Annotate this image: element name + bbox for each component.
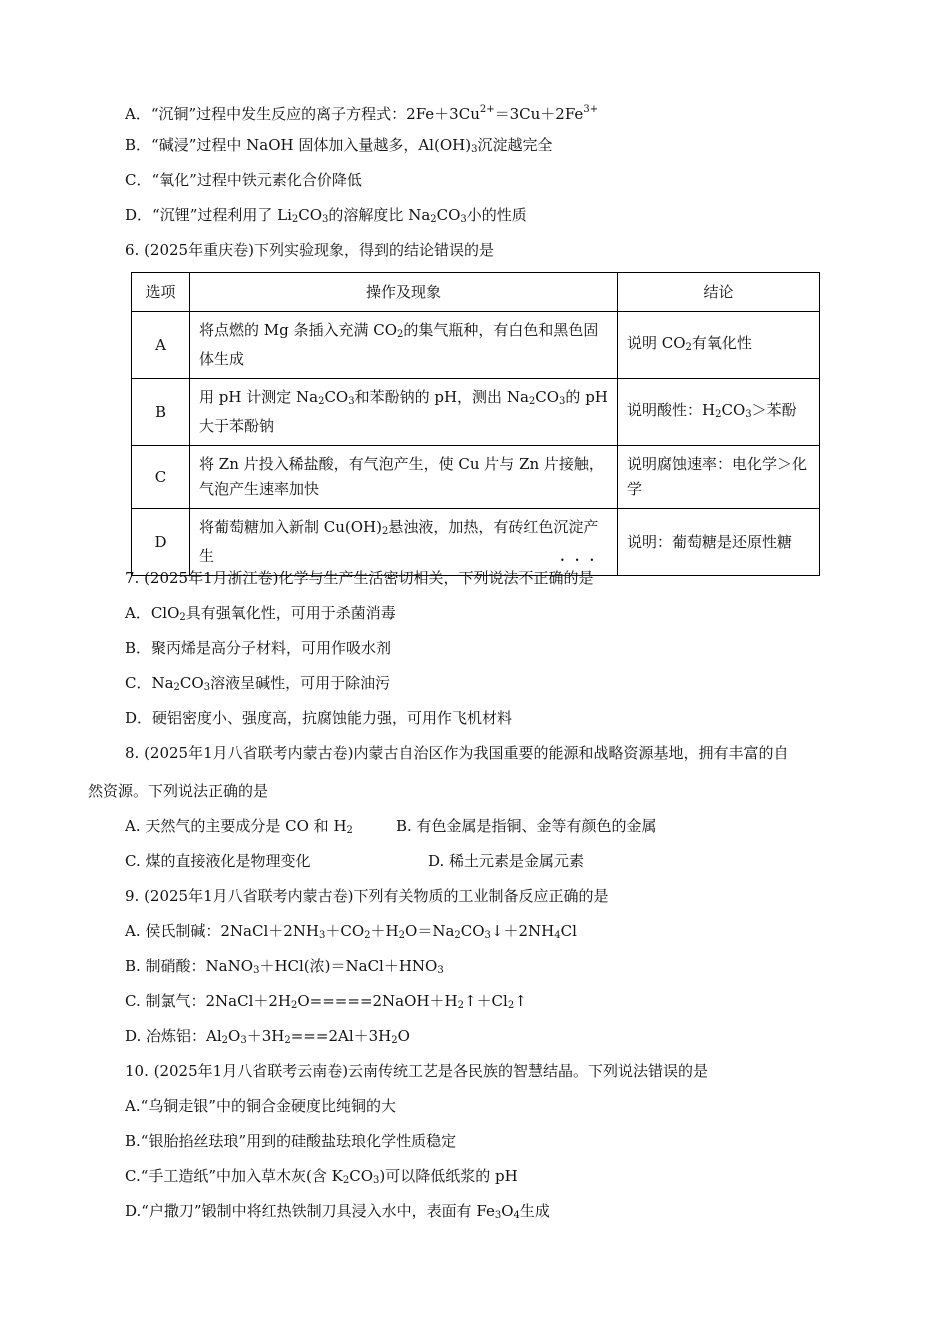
row-operation: 将葡萄糖加入新制 $Cu(OH)_2$悬浊液，加热，有砖红色沉淀产生 [190, 509, 618, 576]
q5-option-a: A．“沉铜”过程中发生反应的离子方程式：$2Fe+3Cu^{2+}=3Cu+2Fe^{3+}$ [125, 104, 599, 123]
q7-option-d: D．硬铝密度小、强度高，抗腐蚀能力强，可用作飞机材料 [125, 709, 513, 727]
q8-option-b: B. 有色金属是指铜、金等有颜色的金属 [396, 817, 657, 835]
q7-stem: 7. (2025年1月浙江卷)化学与生产生活密切相关，下列说法不正确的是 [125, 569, 594, 587]
q5-option-d: D．“沉锂”过程利用了 $Li_2CO_3$的溶解度比 $Na_2CO_3$小的性质 [125, 206, 527, 225]
q7-option-a: A．ClO$_2$具有强氧化性，可用于杀菌消毒 [125, 604, 396, 623]
header-operation: 操作及现象 [190, 273, 618, 312]
q9-option-d: D. 冶炼铝：$Al_2O_3+3H_2===2Al+3H_2O$ [125, 1027, 410, 1046]
row-conclusion: 说明酸性：$H_2CO_3>$苯酚 [618, 379, 820, 446]
row-conclusion: 说明腐蚀速率：电化学＞化学 [618, 446, 820, 509]
q8-stem-line2: 然资源。下列说法正确的是 [88, 782, 269, 800]
q10-option-b: B.“银胎掐丝珐琅”用到的硅酸盐珐琅化学性质稳定 [125, 1132, 457, 1150]
emphasis-dots: ••• [560, 556, 605, 565]
q10-option-c: C.“手工造纸”中加入草木灰(含 $K_2CO_3$)可以降低纸浆的 pH [125, 1167, 518, 1186]
row-operation: 用 pH 计测定 $Na_2CO_3$和苯酚钠的 pH，测出 $Na_2CO_3$的 pH 大于苯酚钠 [190, 379, 618, 446]
q6-stem: 6. (2025年重庆卷)下列实验现象，得到的结论错误的是 [125, 241, 494, 259]
row-conclusion: 说明：葡萄糖是还原性糖 [618, 509, 820, 576]
q9-option-b: B. 制硝酸：NaNO$_3$＋HCl(浓)$=NaCl+HNO_3$ [125, 957, 444, 976]
row-operation: 将点燃的 Mg 条插入充满 $CO_2$的集气瓶种，有白色和黑色固体生成 [190, 312, 618, 379]
q5-option-b: B．“碱浸”过程中 NaOH 固体加入量越多，$Al(OH)_3$沉淀越完全 [125, 136, 553, 155]
q6-table [131, 272, 820, 576]
q10-option-a: A.“乌铜走银”中的铜合金硬度比纯铜的大 [125, 1097, 396, 1115]
q10-stem: 10. (2025年1月八省联考云南卷)云南传统工艺是各民族的智慧结晶。下列说法错误的是 [125, 1062, 709, 1080]
row-option: D [132, 509, 190, 576]
header-conclusion: 结论 [618, 273, 820, 312]
q7-option-c: C．$Na_2CO_3$溶液呈碱性，可用于除油污 [125, 674, 391, 693]
table-row [132, 509, 820, 576]
row-option: B [132, 379, 190, 446]
q9-stem: 9. (2025年1月八省联考内蒙古卷)下列有关物质的工业制备反应正确的是 [125, 887, 609, 905]
q9-option-c: C. 制氯气：$2NaCl+2H_2O=====2NaOH+H_2↑+Cl_2↑$ [125, 992, 527, 1011]
q5-option-c: C．“氧化”过程中铁元素化合价降低 [125, 171, 362, 189]
table-row [132, 312, 820, 379]
q8-option-c: C. 煤的直接液化是物理变化 [125, 852, 311, 870]
q8-option-d: D. 稀土元素是金属元素 [428, 852, 585, 870]
table-row [132, 379, 820, 446]
row-operation: 将 Zn 片投入稀盐酸，有气泡产生，使 Cu 片与 Zn 片接触，气泡产生速率加快 [190, 446, 618, 509]
q9-option-a: A. 侯氏制碱：$2NaCl+2NH_3+CO_2+H_2O=Na_2CO_3↓+2NH_4Cl$ [125, 922, 577, 941]
q8-stem-line1: 8. (2025年1月八省联考内蒙古卷)内蒙古自治区作为我国重要的能源和战略资源基地，拥有丰富的自 [125, 744, 789, 762]
table-header-row [132, 273, 820, 312]
header-option: 选项 [132, 273, 190, 312]
q7-option-b: B．聚丙烯是高分子材料，可用作吸水剂 [125, 639, 392, 657]
q8-option-a: A. 天然气的主要成分是 CO 和 $H_2$ [125, 817, 353, 836]
row-option: A [132, 312, 190, 379]
row-option: C [132, 446, 190, 509]
q10-option-d: D.“户撒刀”锻制中将红热铁制刀具浸入水中，表面有 $Fe_3O_4$生成 [125, 1202, 550, 1221]
table-row [132, 446, 820, 509]
row-conclusion: 说明 $CO_2$有氧化性 [618, 312, 820, 379]
